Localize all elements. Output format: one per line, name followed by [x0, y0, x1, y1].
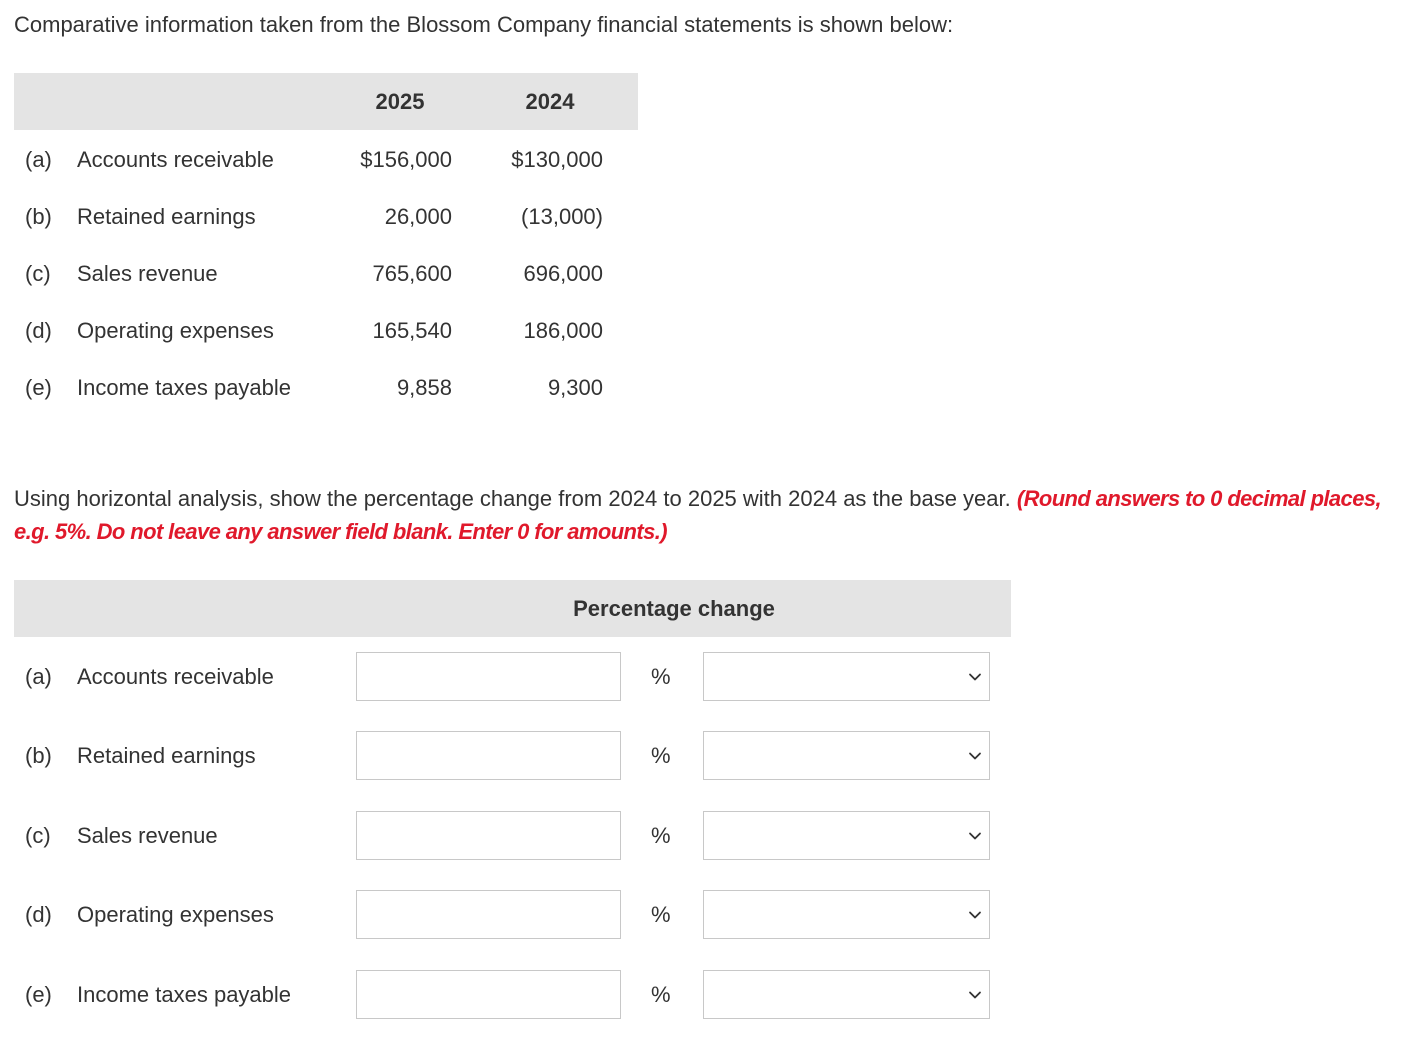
- comparative-row: [14, 131, 638, 188]
- intro-text: Comparative information taken from the Blossom Company financial statements is shown below:: [14, 12, 954, 37]
- row-label: Sales revenue: [77, 261, 218, 286]
- comparative-row: [14, 188, 638, 245]
- chevron-down-icon: [968, 749, 982, 763]
- answer-row: [14, 970, 1011, 1020]
- percent-symbol: %: [651, 982, 671, 1007]
- answer-row: [14, 731, 1011, 781]
- change-direction-select[interactable]: [703, 652, 990, 701]
- row-letter: (d): [25, 902, 52, 927]
- percent-symbol: %: [651, 743, 671, 768]
- instructions-emphasis: (Round answers to 0 decimal places, e.g. 5%. Do not leave any answer field blank. Enter 0 for amounts.): [14, 486, 1381, 544]
- percent-symbol: %: [651, 664, 671, 689]
- row-letter: (d): [25, 318, 52, 343]
- row-label: Sales revenue: [77, 823, 218, 848]
- row-letter: (e): [25, 982, 52, 1007]
- value-2025: 9,858: [396, 375, 452, 400]
- year-2025-header: 2025: [375, 89, 425, 114]
- row-label: Retained earnings: [77, 204, 256, 229]
- value-2024: 9,300: [547, 375, 603, 400]
- row-letter: (b): [25, 743, 52, 768]
- answer-row: [14, 811, 1011, 861]
- value-2025: 765,600: [372, 261, 452, 286]
- value-2025: 26,000: [384, 204, 452, 229]
- comparative-table-header: [14, 73, 638, 130]
- instructions-text: Using horizontal analysis, show the percentage change from 2024 to 2025 with 2024 as the base year.: [14, 486, 1017, 511]
- comparative-row: [14, 245, 638, 302]
- row-letter: (c): [25, 261, 51, 286]
- answer-row: [14, 890, 1011, 940]
- answer-row: [14, 652, 1011, 702]
- value-2024: (13,000): [521, 204, 603, 229]
- value-2024: 186,000: [523, 318, 603, 343]
- row-label: Income taxes payable: [77, 375, 292, 400]
- row-letter: (a): [25, 147, 52, 172]
- percentage-input[interactable]: [356, 731, 621, 780]
- chevron-down-icon: [968, 988, 982, 1002]
- chevron-down-icon: [968, 908, 982, 922]
- row-letter: (e): [25, 375, 52, 400]
- value-2025: 165,540: [372, 318, 452, 343]
- comparative-row: [14, 302, 638, 359]
- year-2024-header: 2024: [525, 89, 575, 114]
- row-label: Operating expenses: [77, 902, 274, 927]
- change-direction-select[interactable]: [703, 731, 990, 780]
- chevron-down-icon: [968, 829, 982, 843]
- percentage-change-header: Percentage change: [573, 596, 775, 621]
- row-letter: (c): [25, 823, 51, 848]
- row-label: Accounts receivable: [77, 147, 274, 172]
- value-2025: $156,000: [360, 147, 452, 172]
- instructions: [14, 482, 1389, 548]
- percent-symbol: %: [651, 823, 671, 848]
- percentage-input[interactable]: [356, 890, 621, 939]
- percentage-input[interactable]: [356, 811, 621, 860]
- row-letter: (b): [25, 204, 52, 229]
- row-letter: (a): [25, 664, 52, 689]
- change-direction-select[interactable]: [703, 970, 990, 1019]
- answer-table-header: [14, 580, 1011, 637]
- value-2024: 696,000: [523, 261, 603, 286]
- chevron-down-icon: [968, 670, 982, 684]
- row-label: Operating expenses: [77, 318, 274, 343]
- row-label: Retained earnings: [77, 743, 256, 768]
- comparative-row: [14, 359, 638, 416]
- percentage-input[interactable]: [356, 652, 621, 701]
- row-label: Income taxes payable: [77, 982, 292, 1007]
- percent-symbol: %: [651, 902, 671, 927]
- change-direction-select[interactable]: [703, 811, 990, 860]
- row-label: Accounts receivable: [77, 664, 274, 689]
- change-direction-select[interactable]: [703, 890, 990, 939]
- value-2024: $130,000: [511, 147, 603, 172]
- percentage-input[interactable]: [356, 970, 621, 1019]
